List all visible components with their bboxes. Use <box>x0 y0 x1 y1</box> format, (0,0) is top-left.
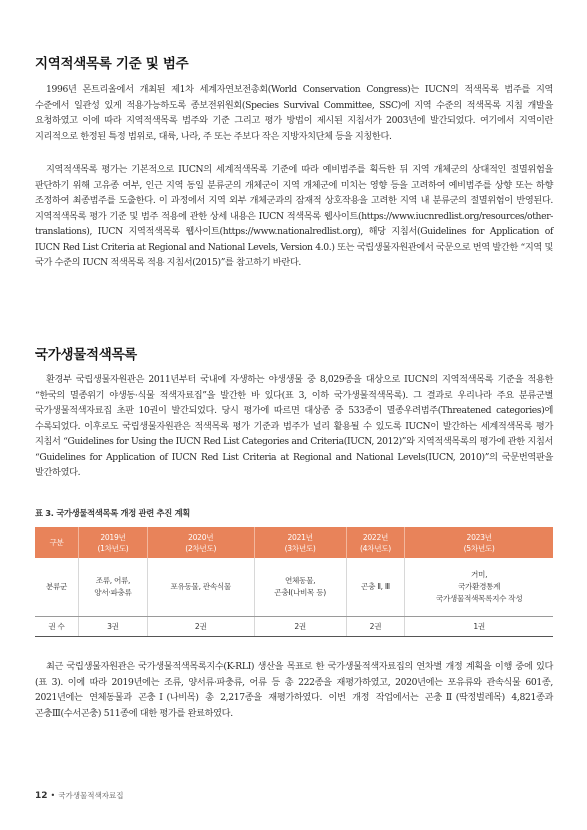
table-cell <box>405 617 553 637</box>
cell-text: 곤충 Ⅱ, Ⅲ <box>361 582 390 591</box>
table-row <box>35 558 553 617</box>
cell-text: 2권 <box>294 621 306 631</box>
header-text: 2023년 (5차년도) <box>463 532 495 553</box>
table-cell <box>405 558 553 617</box>
table-header-row <box>35 527 553 558</box>
header-text: 구분 <box>49 538 64 547</box>
page-footer <box>35 790 123 801</box>
table-cell <box>79 617 148 637</box>
cell-text: 3권 <box>107 621 119 631</box>
section-title-regional-redlist: 지역적색목록 기준 및 범주 <box>35 56 189 72</box>
cell-text: 2권 <box>369 621 382 631</box>
paragraph-national-1: 환경부 국립생물자원관은 2011년부터 국내에 자생하는 야생생물 중 8,029종을 대상으로 IUCN의 지역적색목록 기준을 적용한 “한국의 멸종위기 야생동·식물 적색자료집”을 발간한 바 있다(표 3, 이하 국가생물적색목록). 그 결과로 우리나라 주요 분류군별 국가생물적색자료집 초판 10권이 발간되었다. 당시 평가에 따르면 대상종 중 533종이 멸종우려범주(Threatened categories)에 수록되었다. 이후로도 국립생물자원관은 적색목록 평가 기준과 범주가 널리 활용될 수 있도록 IUCN이 발간하는 세계적색목록 평가 지침서 “Guidelines for Using the IUCN Red List Categories and Criteria(IUCN, 2012)”와 지역적색목록의 평가에 관한 지침서 “Guidelines for Application of IUCN Red List Criteria at Regional and National Levels(IUCN, 2010)”의 국문번역판을 발간하였다. <box>35 374 553 478</box>
header-text: 2022년 (4차년도) <box>359 532 391 553</box>
paragraph-regional-1: 1996년 몬트리올에서 개최된 제1차 세계자연보전총회(World Conservation Congress)는 IUCN의 적색목록 범주를 지역 수준에서 일관성 있게 적용가능하도록 종보전위원회(Species Survival Committee, SSC)에 지역 수준의 적색목록 지침 개발을 요청하였고 이에 따라 지역적색목록 범주와 기준 그리고 평가 방법이 제시된 지침서가 2003년에 발간되었다. 여기에서 지역이란 지리적으로 한정된 특정 범위로, 대륙, 나라, 주 또는 주보다 작은 지방자치단체 등을 지칭한다. <box>35 84 553 142</box>
cell-text: 포유동물, 관속식물 <box>170 582 231 591</box>
table-row <box>35 617 553 637</box>
header-cell <box>35 527 79 558</box>
table-cell <box>79 558 148 617</box>
page-number: 12 <box>35 791 48 801</box>
table-cell <box>147 558 254 617</box>
cell-text: 2권 <box>194 621 207 631</box>
table-cell <box>147 617 254 637</box>
table-caption: 표 3. 국가생물적색목록 개정 관련 추진 계획 <box>35 508 191 518</box>
header-text: 2019년 (1차년도) <box>97 532 129 553</box>
cell-text: 권 수 <box>48 621 65 631</box>
header-text: 2020년 (2차년도) <box>185 532 217 553</box>
header-cell <box>79 527 148 558</box>
table-cell <box>346 617 405 637</box>
cell-text: 분류군 <box>45 582 68 591</box>
cell-text: 1권 <box>473 621 485 631</box>
section-title-national-redlist: 국가생물적색목록 <box>35 347 137 363</box>
paragraph-national-2: 최근 국립생물자원관은 국가생물적색목록지수(K-RLI) 생산을 목표로 한 국가생물적색자료집의 연차별 개정 계획을 이행 중에 있다(표 3). 이에 따라 2019년에는 조류, 양서류·파충류, 어류 등 총 222종을 재평가하였고, 2020년에는 포유류와 관속식물 601종, 2021년에는 연체동물과 곤충Ⅰ(나비목) 총 2,217종을 재평가하였다. 이번 개정 작업에서는 곤충Ⅱ(딱정벌레목) 4,821종과 곤충Ⅲ(수서곤충) 511종에 대한 평가를 완료하였다. <box>35 661 553 719</box>
table-cell <box>35 617 79 637</box>
header-text: 2021년 (3차년도) <box>284 532 316 553</box>
header-cell <box>254 527 346 558</box>
cell-text: 거미, 국가환경통계 국가생물적색목록지수 작성 <box>435 570 523 603</box>
revision-plan-table <box>35 527 553 637</box>
cell-text: 연체동물, 곤충Ⅰ(나비목 등) <box>274 576 326 597</box>
table-cell <box>35 558 79 617</box>
header-cell <box>147 527 254 558</box>
publication-title: 국가생물적색자료집 <box>58 791 124 800</box>
table-cell <box>254 617 346 637</box>
footer-separator: • <box>50 791 56 800</box>
paragraph-regional-2: 지역적색목록 평가는 기본적으로 IUCN의 세계적색목록 기준에 따라 예비범주를 획득한 뒤 지역 개체군의 상대적인 절멸위험을 판단하기 위해 고유종 여부, 인근 지역 동일 분류군의 개체군이 지역 개체군에 미치는 영향 등을 고려하여 예비범주를 상향 또는 하향 조정하여 최종범주를 도출한다. 이 과정에서 지역 외부 개체군과의 잠재적 상호작용을 고려한 지역 내 분류군의 절멸위험이 반영된다. 지역적색목록 평가 기준 및 범주 적용에 관한 상세 내용은 IUCN 적색목록 웹사이트(https://www.iucnredlist.org/resources/other-translations), IUCN 지역적색목록 웹사이트(https://www.nationalredlist.org), 해당 지침서(Guidelines for Application of IUCN Red List Criteria at Regional and National Levels, Version 4.0.) 또는 국립생물자원관에서 국문으로 번역 발간한 “지역 및 국가 수준의 IUCN 적색목록 적용 지침서(2015)”를 참고하기 바란다. <box>35 164 553 268</box>
cell-text: 조류, 어류, 양서·파충류 <box>94 576 132 597</box>
table-cell <box>346 558 405 617</box>
header-cell <box>346 527 405 558</box>
table-cell <box>254 558 346 617</box>
header-cell <box>405 527 553 558</box>
